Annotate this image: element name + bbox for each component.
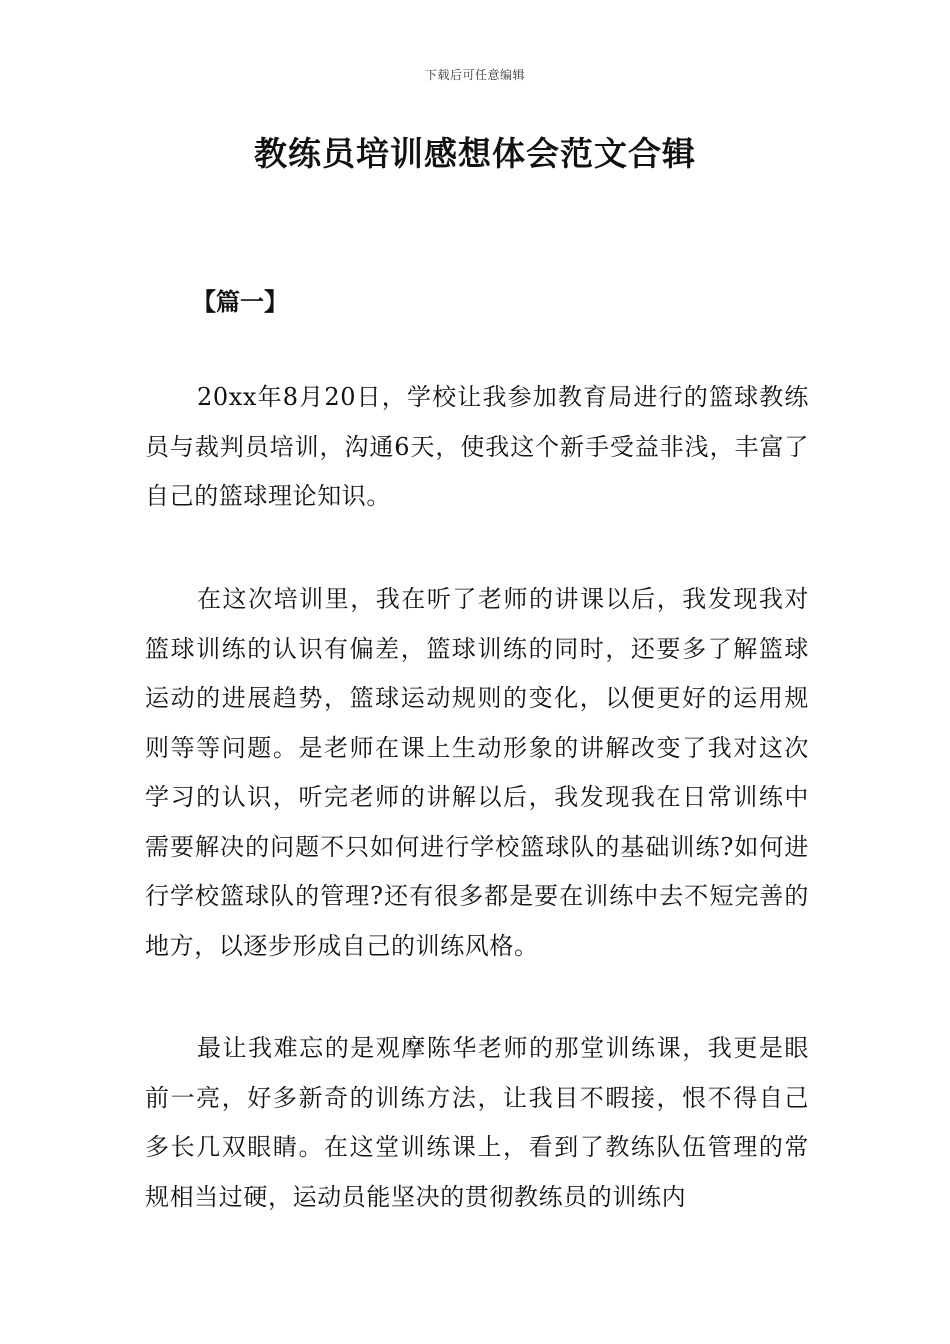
document-title: 教练员培训感想体会范文合辑 xyxy=(254,134,696,173)
header-note: 下载后可任意编辑 xyxy=(424,68,525,82)
paragraph-3: 最让我难忘的是观摩陈华老师的那堂训练课，我更是眼前一亮，好多新奇的训练方法，让我目不暇接，恨不得自己多长几双眼睛。在这堂训练课上，看到了教练队伍管理的常规相当过硬，运动员能坚决的贯彻教练员的训练内 xyxy=(145,1034,809,1211)
paragraph-1: 20xx年8月20日，学校让我参加教育局进行的篮球教练员与裁判员培训，沟通6天，使我这个新手受益非浅，丰富了自己的篮球理论知识。 xyxy=(145,383,809,510)
section-heading: 【篇一】 xyxy=(192,288,288,316)
paragraph-2: 在这次培训里，我在听了老师的讲课以后，我发现我对篮球训练的认识有偏差，篮球训练的同时，还要多了解篮球运动的进展趋势，篮球运动规则的变化，以便更好的运用规则等等问题。是老师在课上生动形象的讲解改变了我对这次学习的认识，听完老师的讲解以后，我发现我在日常训练中需要解决的问题不只如何进行学校篮球队的基础训练?如何进行学校篮球队的管理?还有很多都是要在训练中去不短完善的地方，以逐步形成自己的训练风格。 xyxy=(145,585,809,960)
